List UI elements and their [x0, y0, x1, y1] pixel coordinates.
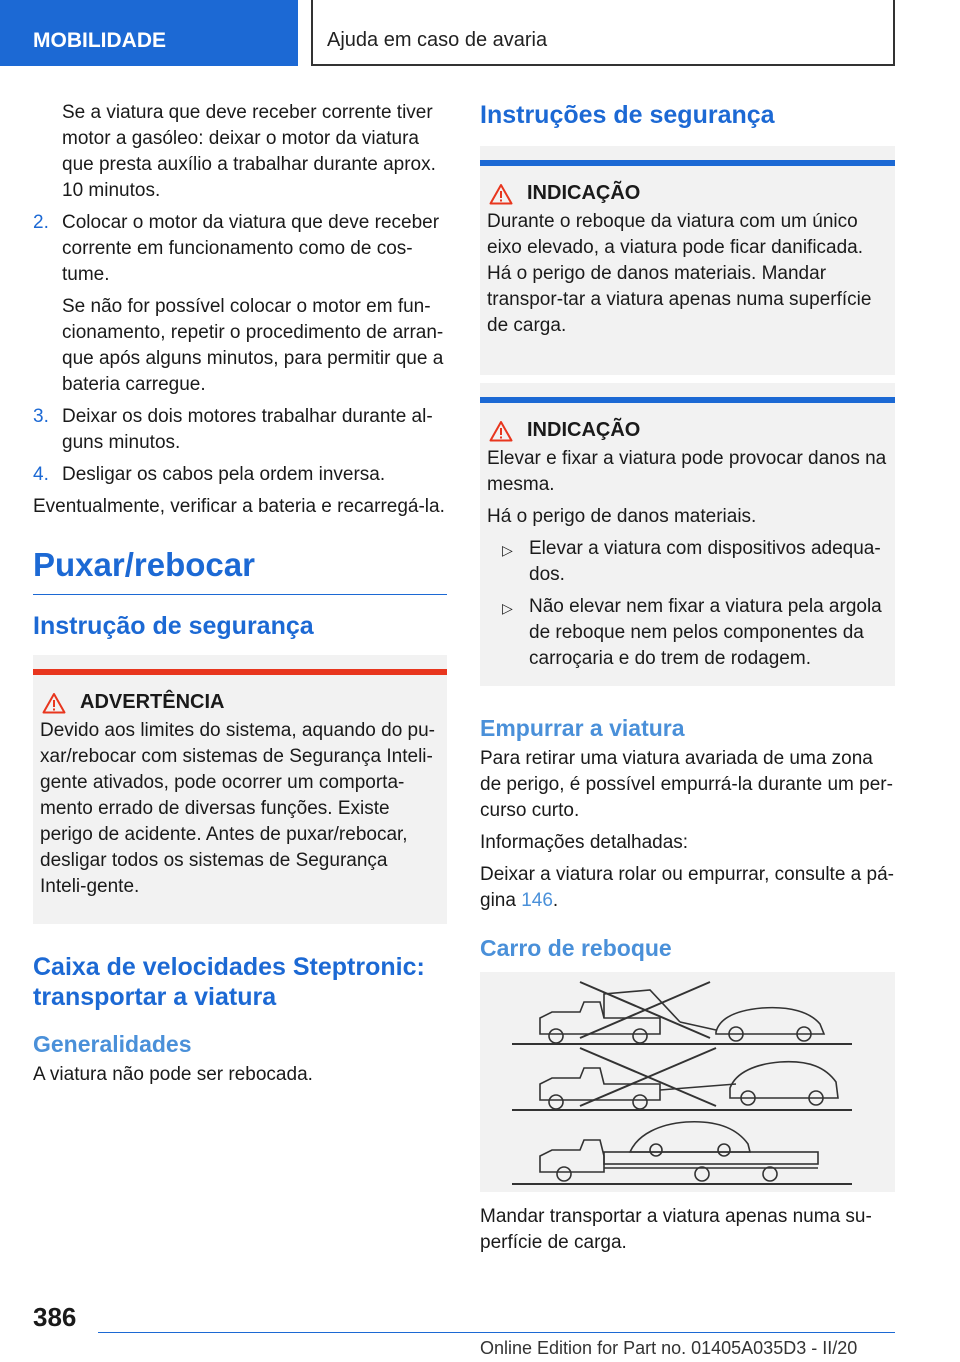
push-heading: Empurrar a viatura [480, 715, 685, 741]
info-text [480, 862, 895, 914]
section-tab: MOBILIDADE [0, 0, 298, 66]
warning-triangle-icon [42, 692, 66, 714]
step-text: Colocar o motor da viatura que deve receber corrente em funcionamento como de cos-tume. [62, 212, 440, 285]
note-bar [480, 160, 895, 166]
note-bar [480, 397, 895, 403]
page-footer [0, 1300, 960, 1362]
list-item-text: Elevar a viatura com dispositivos adequa-dos. [529, 538, 881, 585]
note-title-text: INDICAÇÃO [527, 419, 641, 441]
towing-diagram-icon [480, 972, 895, 1192]
note-title [487, 182, 887, 205]
warning-text: Devido aos limites do sistema, aquando do pu-xar/rebocar com sistemas de Segurança Inteli-gente ativados, pode ocorrer um comporta-mento errado de diversas funções. Existe perigo de acidente. Antes de puxar/rebocar, desligar todos os sistemas de Segurança Inteli-gente. [40, 720, 436, 897]
warning-triangle-icon [489, 420, 513, 442]
right-column [480, 100, 895, 1262]
list-item [487, 536, 887, 588]
step-number: 2. [33, 212, 49, 233]
tow-heading: Carro de reboque [480, 935, 672, 961]
warning-title [40, 691, 439, 714]
step-item [33, 210, 447, 288]
step-number: 4. [33, 464, 49, 485]
page-header [0, 0, 960, 66]
step-item [33, 462, 447, 488]
step-text: Desligar os cabos pela ordem inversa. [62, 464, 386, 485]
step2-note: Se não for possível colocar o motor em fun-cionamento, repetir o procedimento de arran-que após alguns minutos, para permitir que a bateria carregue. [62, 296, 444, 395]
page-link[interactable]: 146 [521, 890, 553, 911]
warning-title-text: ADVERTÊNCIA [80, 691, 225, 713]
towing-illustration [480, 972, 895, 1192]
note-box [480, 146, 895, 375]
step-number: 3. [33, 406, 49, 427]
safety-instructions-heading: Instruções de segurança [480, 101, 775, 129]
info-text-body: Deixar a viatura rolar ou empurrar, consulte a pá-gina [480, 864, 894, 911]
chapter-heading: Puxar/rebocar [33, 546, 447, 595]
info-text-end: . [552, 890, 559, 911]
note-text: Elevar e fixar a viatura pode provocar danos na mesma. [487, 448, 887, 495]
push-text: Para retirar uma viatura avariada de uma zona de perigo, é possível empurrá-la durante um per-curso curto. [480, 748, 893, 821]
triangle-bullet-icon: ▷ [502, 600, 513, 616]
note-box [480, 383, 895, 686]
chapter-title: Ajuda em caso de avaria [311, 0, 895, 66]
note-title [487, 419, 887, 442]
figure-caption: Mandar transportar a viatura apenas numa su-perfície de carga. [480, 1206, 872, 1253]
safety-heading: Instrução de segurança [33, 612, 314, 640]
closing-text: Eventualmente, verificar a bateria e recarregá-la. [33, 496, 445, 517]
step1-continuation: Se a viatura que deve receber corrente tiver motor a gasóleo: deixar o motor da viatura que presta auxílio a trabalhar durante aprox. 10 minutos. [62, 102, 436, 201]
warning-box [33, 655, 447, 924]
list-item-text: Não elevar nem fixar a viatura pela argola de reboque nem pelos componentes da carroçaria e do trem de rodagem. [529, 596, 882, 669]
general-heading: Generalidades [33, 1031, 192, 1057]
step-text: Deixar os dois motores trabalhar durante al-guns minutos. [62, 406, 433, 453]
general-text: A viatura não pode ser rebocada. [33, 1064, 313, 1085]
note-text: Durante o reboque da viatura com um único eixo elevado, a viatura pode ficar danificada. Há o perigo de danos materiais. Mandar transpor-tar a viatura apenas numa superfície de carga. [487, 211, 872, 336]
page-number: 386 [33, 1302, 77, 1332]
left-column [33, 100, 447, 1094]
note-title-text: INDICAÇÃO [527, 182, 641, 204]
list-item [487, 594, 887, 672]
triangle-bullet-icon: ▷ [502, 542, 513, 558]
footer-divider [98, 1332, 895, 1333]
info-label: Informações detalhadas: [480, 832, 689, 853]
warning-triangle-icon [489, 183, 513, 205]
warning-bar [33, 669, 447, 675]
steptronic-heading: Caixa de velocidades Steptronic: transportar a viatura [33, 953, 425, 1011]
note-text: Há o perigo de danos materiais. [487, 506, 757, 527]
step-item [33, 404, 447, 456]
edition-info: Online Edition for Part no. 01405A035D3 - II/20 [480, 1338, 858, 1358]
